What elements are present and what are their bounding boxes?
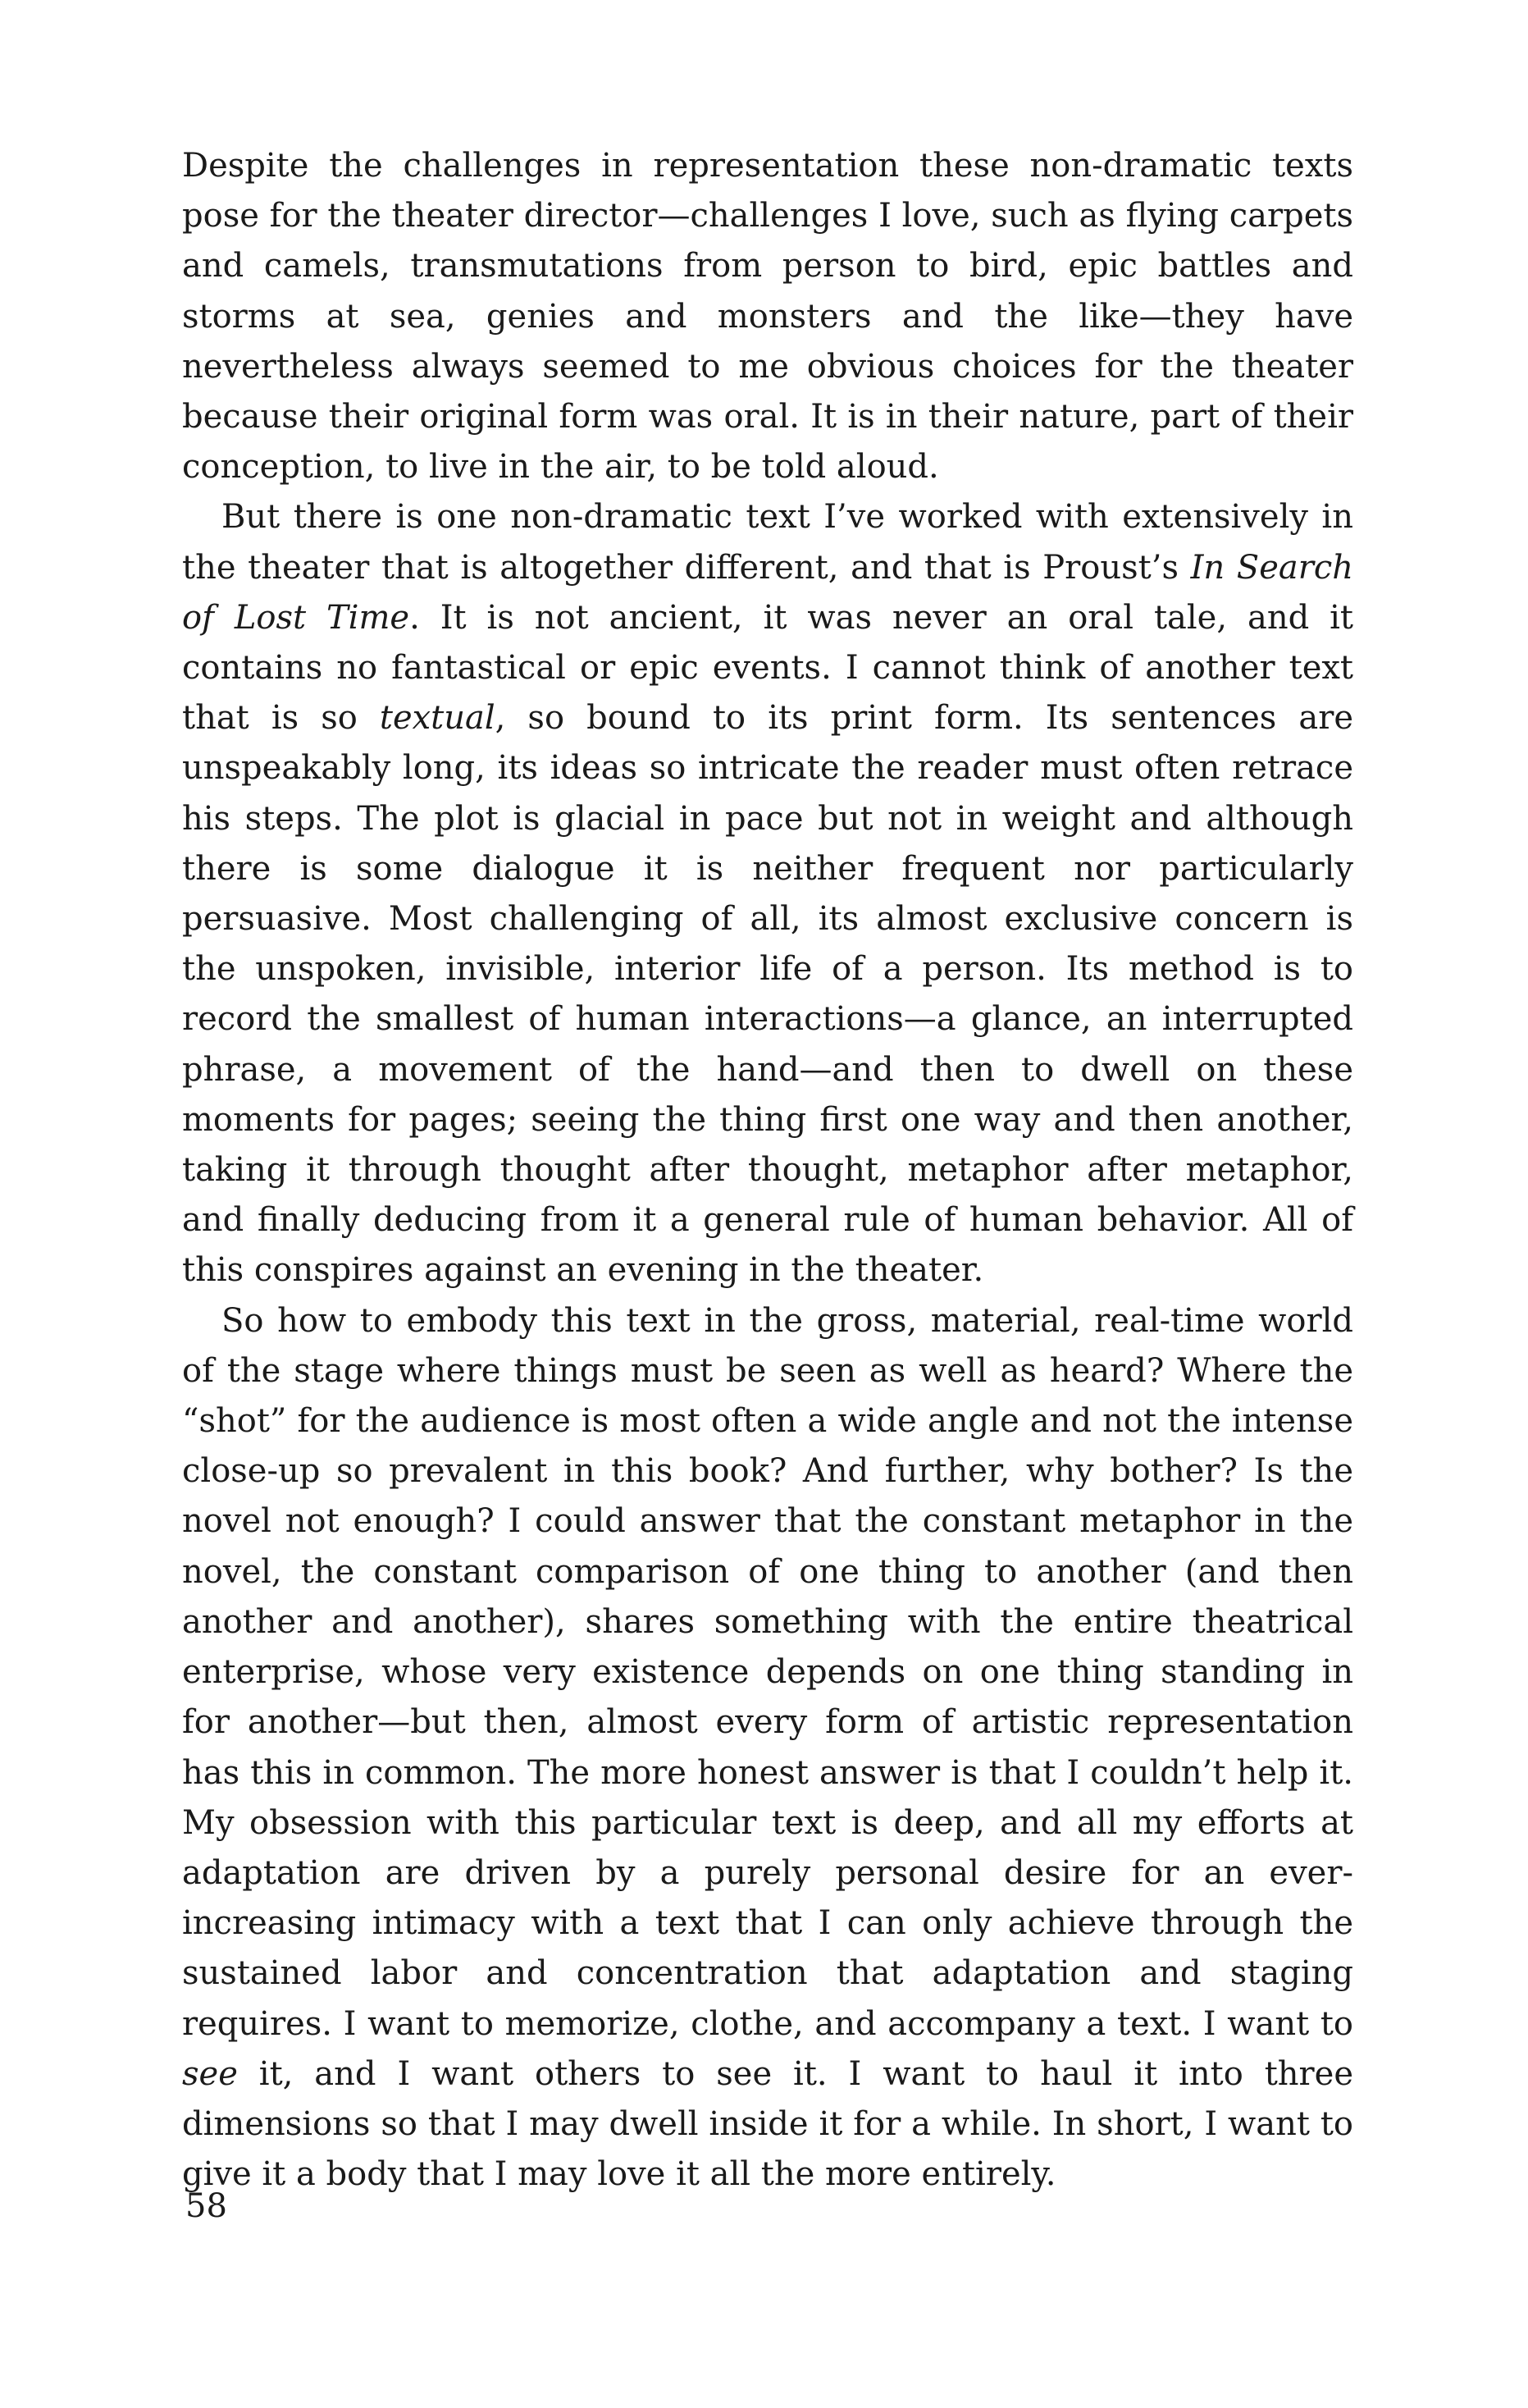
paragraph-2-text-b: . It is not ancient, it was never an oral tale, and it contains no fantastical or epic events. I cannot think of another text that is so [182, 598, 1354, 738]
paragraph-3-text-a: So how to embody this text in the gross, material, real-time world of the stage where things must be seen as well as heard? Where the “shot” for the audience is most often a wide angle and not the intense close-up so prevalent in this book? And further, why bother? Is the novel not enough? I could answer that the constant metaphor in the novel, the constant comparison of one thing to another (and then another and another), shares something with the entire theatrical enterprise, whose very existence depends on one thing standing in for another—but then, almost every form of artistic representation has this in common. The more honest answer is that I couldn’t help it. My obsession with this particular text is deep, and all my efforts at adaptation are driven by a purely personal desire for an ever-increasing intimacy with a text that I can only achieve through the sustained labor and concentration that adaptation and staging requires. I want to memorize, clothe, and accompany a text. I want to [182, 1301, 1353, 2043]
paragraph-3-text-b: it, and I want others to see it. I want to haul it into three dimensions so that I may dwell inside it for a while. In short, I want to give it a body that I may love it all the more entirely. [182, 2054, 1353, 2194]
paragraph-3 [182, 1296, 1353, 2200]
paragraph-1 [182, 141, 1353, 492]
paragraph-1-text: Despite the challenges in representation these non-dramatic texts pose for the theater director—challenges I love, such as flying carpets and camels, transmutations from person to bird, epic battles and storms at sea, genies and monsters and the like—they have nevertheless always seemed to me obvious choices for the theater because their original form was oral. It is in their nature, part of their conception, to live in the air, to be told aloud. [182, 147, 1353, 487]
emphasis-see: see [182, 2054, 238, 2093]
page-number: 58 [185, 2187, 227, 2225]
paragraph-2 [182, 492, 1353, 1295]
emphasis-textual: textual [379, 699, 495, 738]
paragraph-2-text-a: But there is one non-dramatic text I’ve worked with extensively in the theater that is altogether different, and that is Proust’s [182, 498, 1353, 587]
book-title: In Search of Lost Time [182, 548, 1354, 637]
paragraph-2-text-c: , so bound to its print form. Its sentences are unspeakably long, its ideas so intricate the reader must often retrace his steps. The plot is glacial in pace but not in weight and although there is some dialogue it is neither frequent nor particularly persuasive. Most challenging of all, its almost exclusive concern is the unspoken, invisible, interior life of a person. Its method is to record the smallest of human interactions—a glance, an interrupted phrase, a movement of the hand—and then to dwell on these moments for pages; seeing the thing first one way and then another, taking it through thought after thought, metaphor after metaphor, and finally deducing from it a general rule of human behavior. All of this conspires against an evening in the theater. [182, 699, 1353, 1290]
body-text [182, 141, 1353, 2200]
